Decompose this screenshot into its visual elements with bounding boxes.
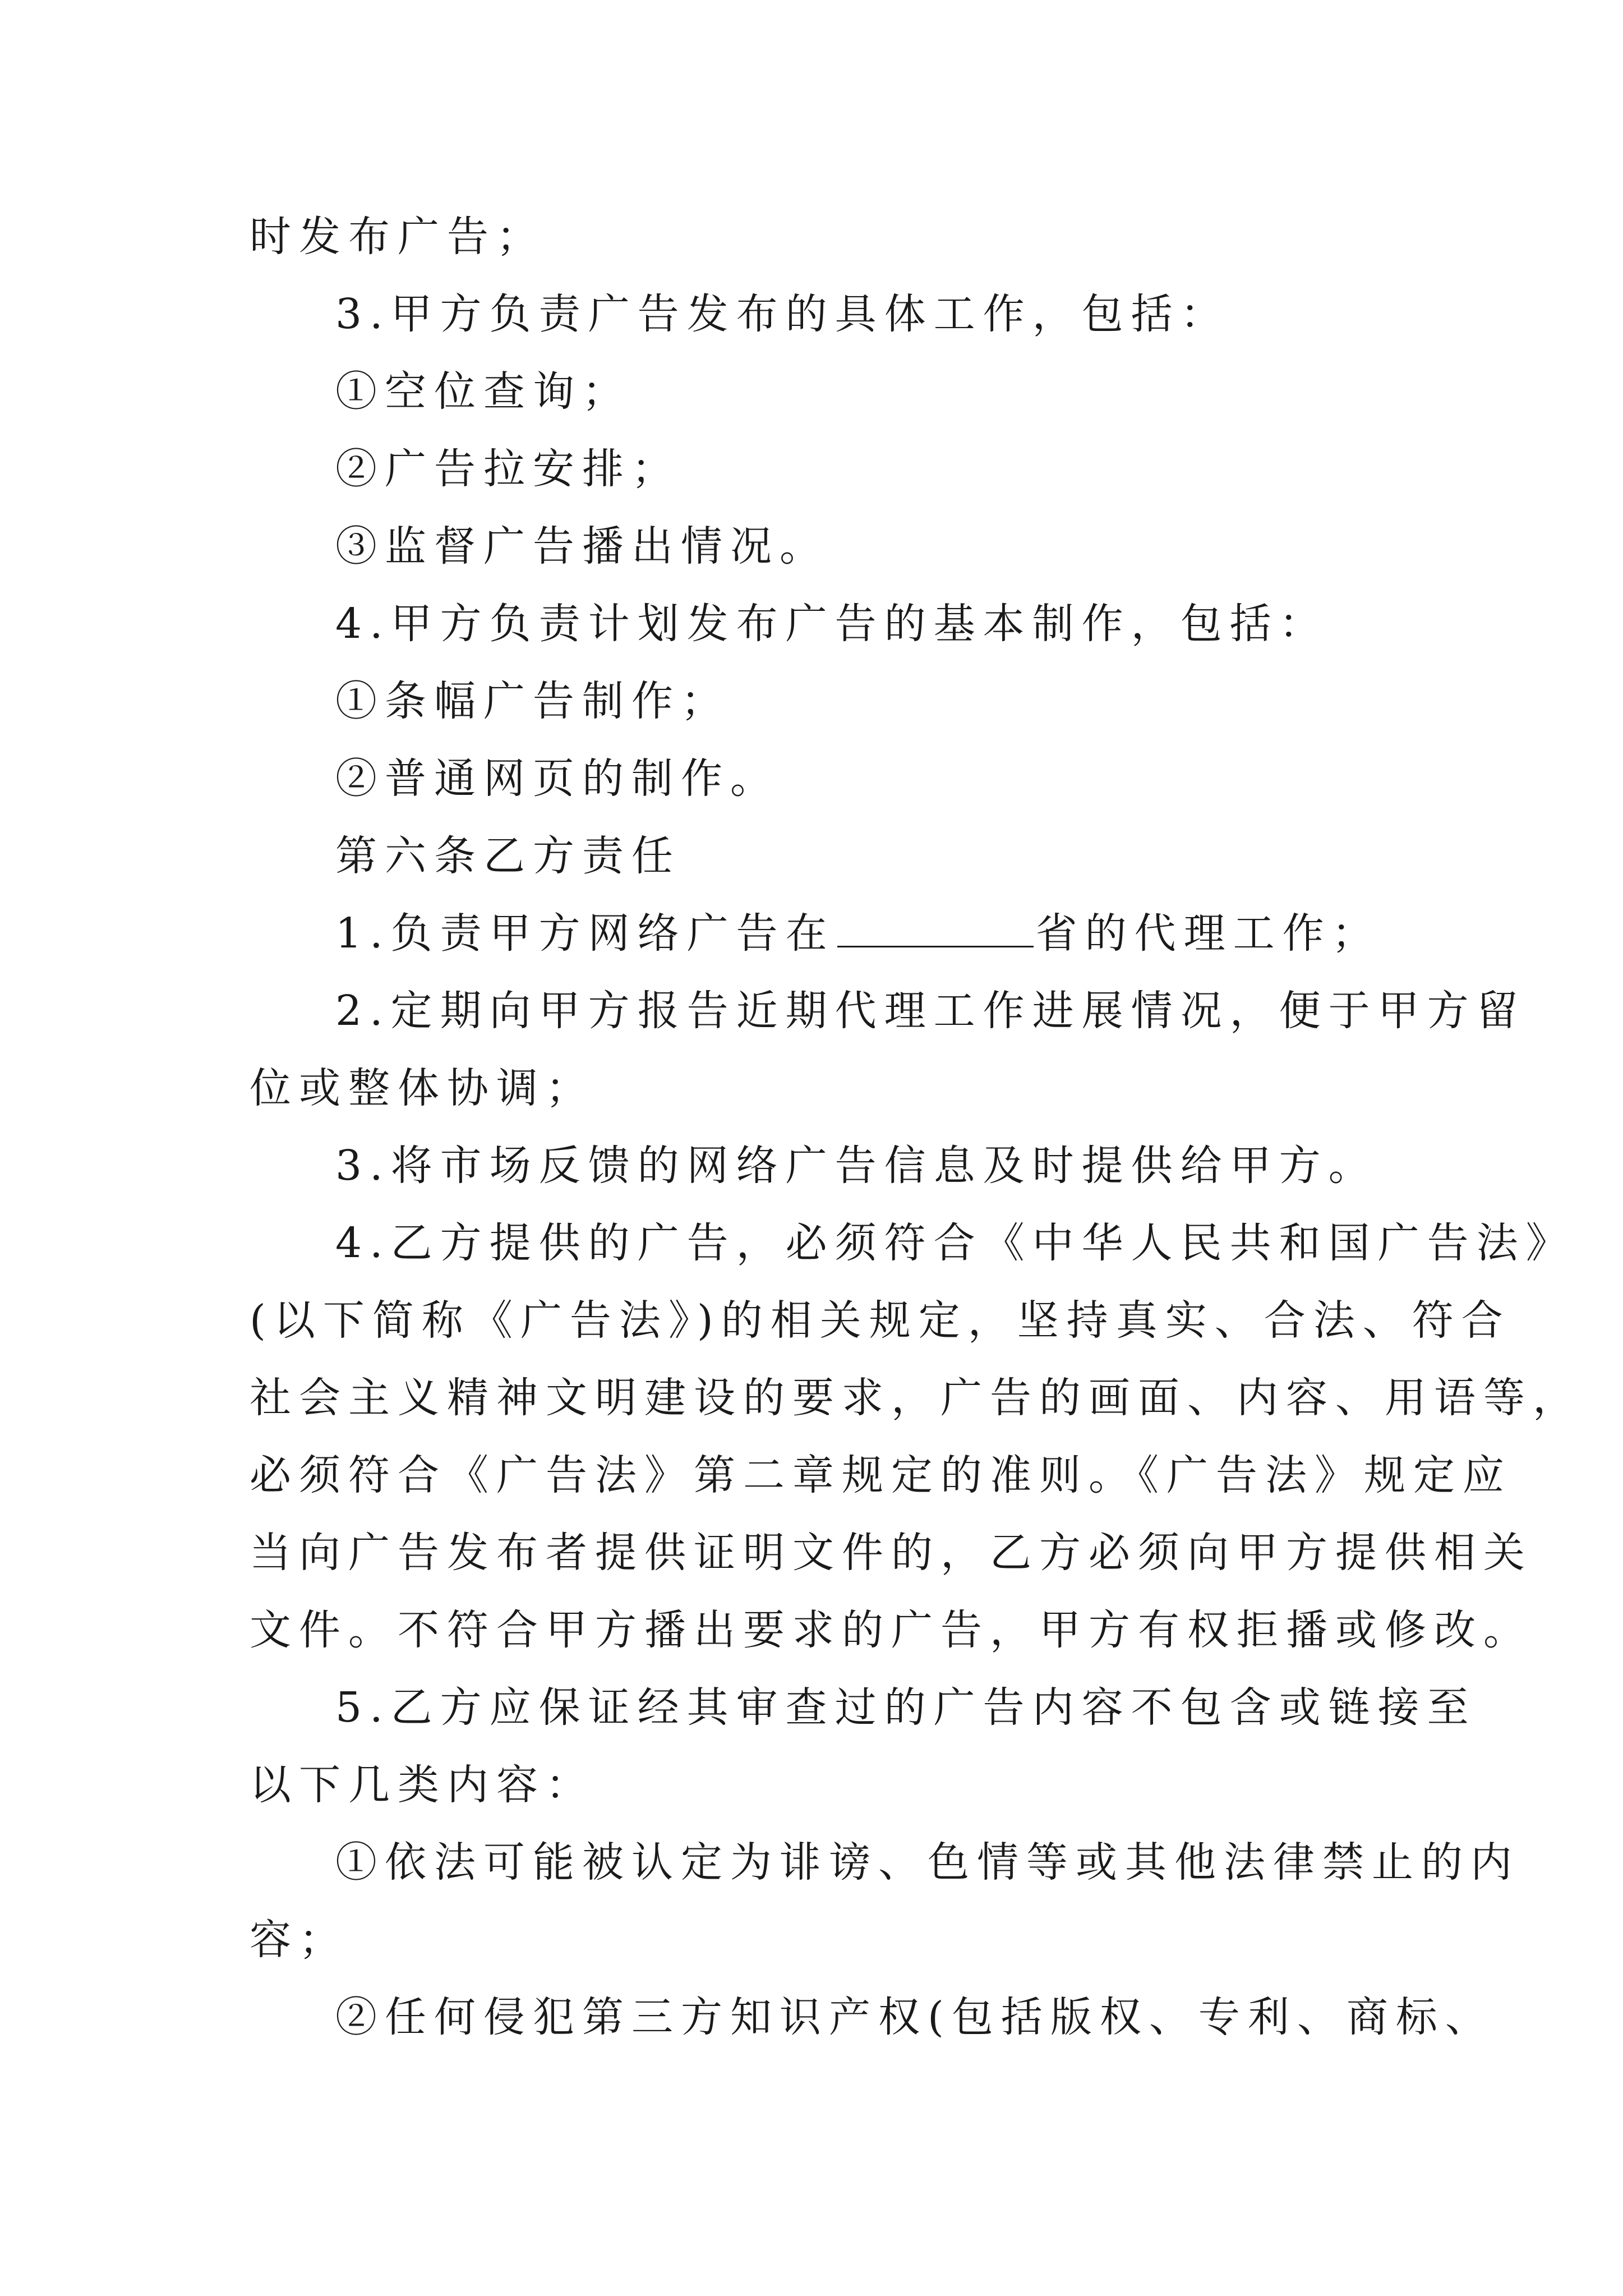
text-line: 4.乙方提供的广告，必须符合《中华人民共和国广告法》 [335,1219,1575,1267]
text-line-with-blank [335,905,1479,961]
text-line: 位或整体协调； [250,1064,595,1112]
text-segment: 省的代理工作； [1035,909,1381,958]
text-line: 社会主义精神文明建设的要求，广告的画面、内容、用语等， [250,1374,1582,1422]
text-line: 当向广告发布者提供证明文件的，乙方必须向甲方提供相关 [250,1529,1533,1577]
text-line: 时发布广告； [250,213,546,261]
text-line: ②普通网页的制作。 [335,754,780,803]
text-line: 4.甲方负责计划发布广告的基本制作，包括： [335,600,1329,648]
text-line: 以下几类内容： [250,1761,595,1809]
text-line: ②任何侵犯第三方知识产权(包括版权、专利、商标、 [335,1993,1495,2041]
text-line: 必须符合《广告法》第二章规定的准则。《广告法》规定应 [250,1451,1512,1499]
text-line: 3.将市场反馈的网络广告信息及时提供给甲方。 [335,1142,1378,1190]
text-line: 2.定期向甲方报告近期代理工作进展情况，便于甲方留 [335,987,1526,1035]
text-line: 容； [250,1916,348,1964]
text-line: ②广告拉安排； [335,445,681,493]
text-line: 文件。不符合甲方播出要求的广告，甲方有权拒播或修改。 [250,1606,1533,1654]
text-line: ①条幅广告制作； [335,677,730,725]
fill-in-blank [837,907,1034,947]
text-line: ①依法可能被认定为诽谤、色情等或其他法律禁止的内 [335,1838,1520,1887]
text-line: ①空位查询； [335,367,631,416]
text-segment: 1.负责甲方网络广告在 [335,909,835,958]
text-line: 3.甲方负责广告发布的具体工作，包括： [335,290,1230,338]
text-line: (以下简称《广告法》)的相关规定，坚持真实、合法、符合 [250,1296,1511,1345]
section-heading: 第六条乙方责任 [335,832,681,880]
text-line: 5.乙方应保证经其审查过的广告内容不包含或链接至 [335,1683,1477,1732]
text-line: ③监督广告播出情况。 [335,522,829,570]
